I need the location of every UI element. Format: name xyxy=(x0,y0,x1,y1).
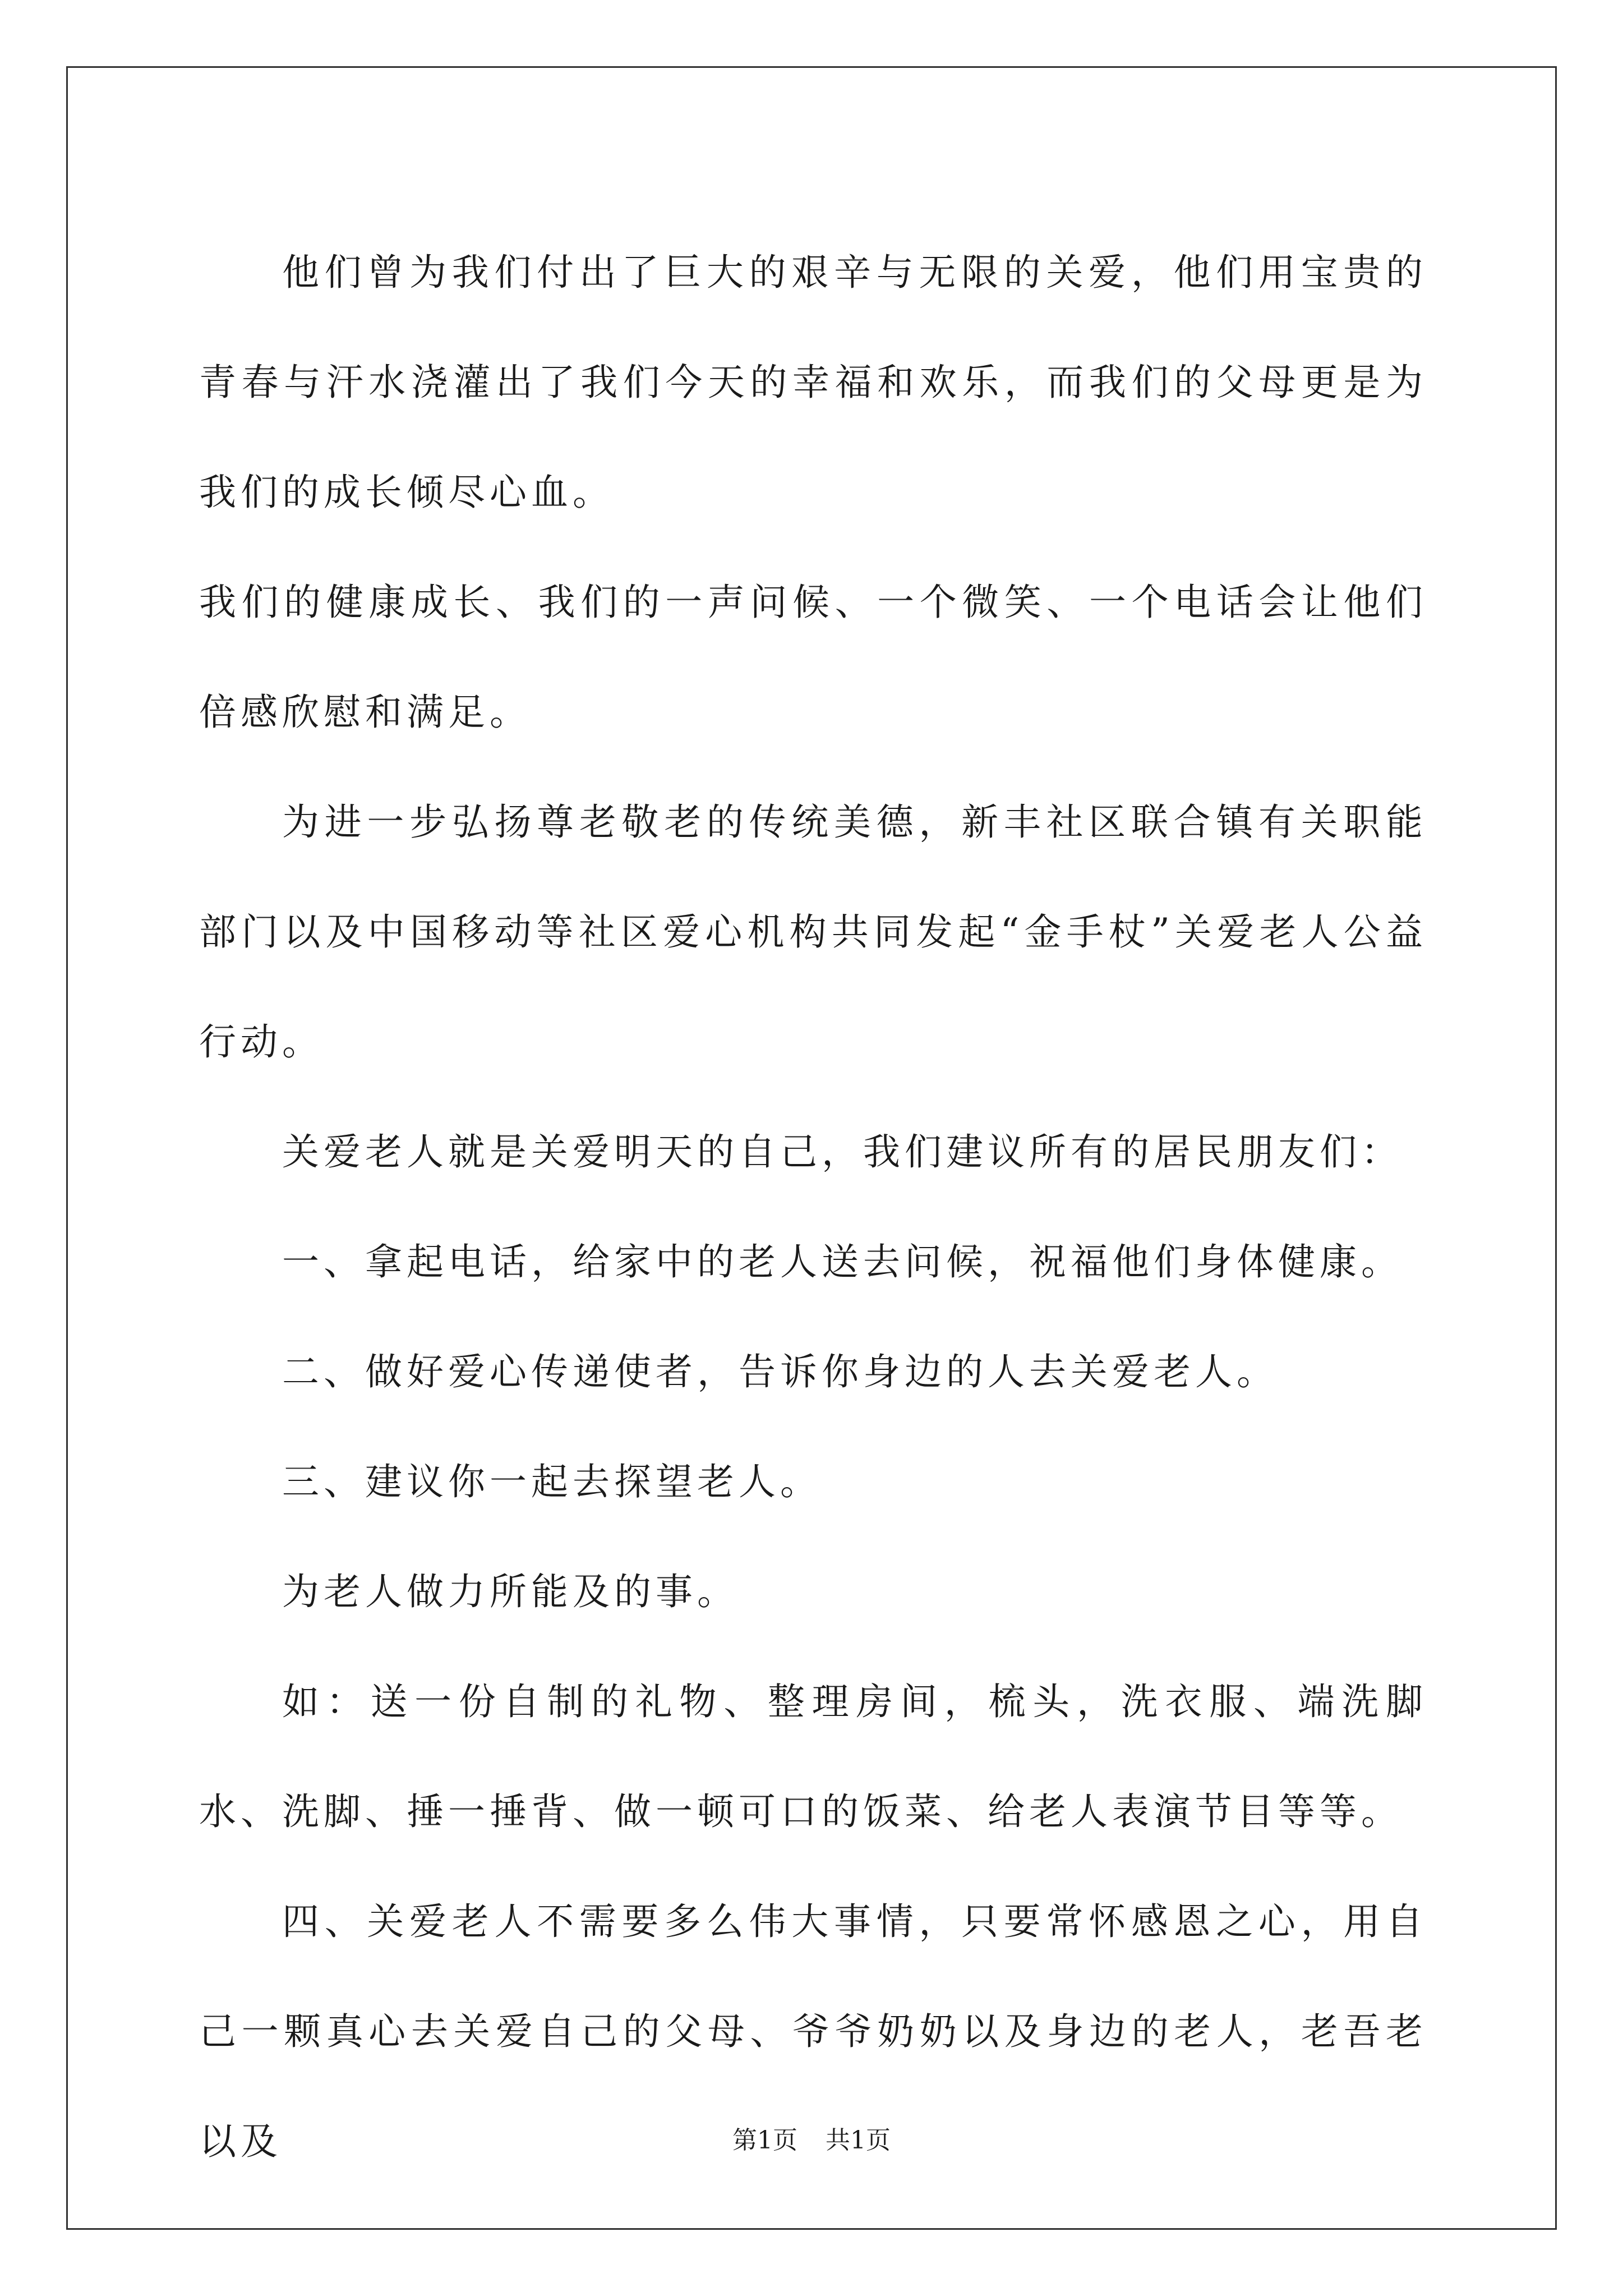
paragraph-4: 关爱老人就是关爱明天的自己，我们建议所有的居民朋友们： xyxy=(282,1130,1403,1174)
paragraph-10: 四、关爱老人不需要多么伟大事情，只要常怀感恩之心，用自己一颗真心去关爱自己的父母、爷爷奶奶以及身边的老人，老吾老以及 xyxy=(199,1900,1427,2163)
paragraph-5: 一、拿起电话，给家中的老人送去问候，祝福他们身体健康。 xyxy=(282,1240,1403,1283)
paragraph-9: 如：送一份自制的礼物、整理房间，梳头，洗衣服、端洗脚水、洗脚、捶一捶背、做一顿可口的饭菜、给老人表演节目等等。 xyxy=(199,1680,1427,1833)
document-body xyxy=(199,218,1427,2197)
paragraph-2: 我们的健康成长、我们的一声问候、一个微笑、一个电话会让他们倍感欣慰和满足。 xyxy=(199,581,1427,734)
page-footer xyxy=(0,2124,1623,2157)
page-number: 第1页 xyxy=(732,2126,797,2155)
paragraph-6: 二、做好爱心传递使者，告诉你身边的人去关爱老人。 xyxy=(282,1350,1278,1393)
page-total: 共1页 xyxy=(826,2126,891,2155)
paragraph-8: 为老人做力所能及的事。 xyxy=(282,1570,739,1613)
paragraph-1: 他们曾为我们付出了巨大的艰辛与无限的关爱，他们用宝贵的青春与汗水浇灌出了我们今天的幸福和欢乐，而我们的父母更是为我们的成长倾尽心血。 xyxy=(199,251,1427,514)
paragraph-3: 为进一步弘扬尊老敬老的传统美德，新丰社区联合镇有关职能部门以及中国移动等社区爱心机构共同发起“金手杖”关爱老人公益行动。 xyxy=(199,800,1427,1064)
paragraph-7: 三、建议你一起去探望老人。 xyxy=(282,1460,822,1503)
